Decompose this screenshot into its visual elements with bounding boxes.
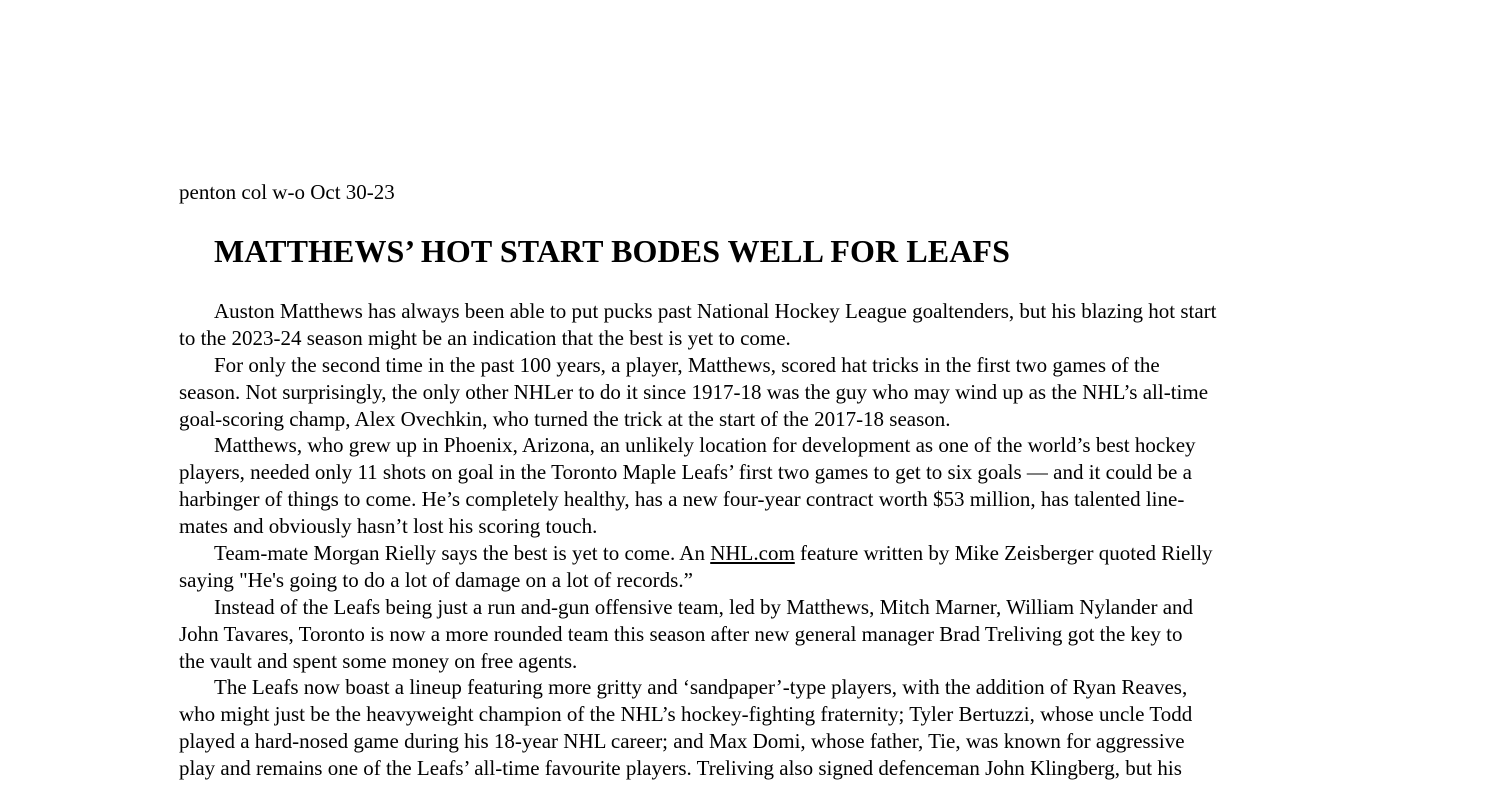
paragraph-line: saying "He's going to do a lot of damage on a lot of records.” (179, 567, 693, 592)
document-slug: penton col w-o Oct 30-23 (179, 180, 395, 204)
paragraph-line: Auston Matthews has always been able to put pucks past National Hockey League goaltenders, but his blazing hot start (214, 299, 1217, 323)
paragraph-line: players, needed only 11 shots on goal in the Toronto Maple Leafs’ first two games to get to six goals — and it could be a (179, 460, 1192, 485)
paragraph-line: John Tavares, Toronto is now a more rounded team this season after new general manager Brad Treliving got the key to (179, 621, 1183, 646)
paragraph-line: The Leafs now boast a lineup featuring more gritty and ‘sandpaper’-type players, with the addition of Ryan Reaves, (214, 675, 1188, 700)
paragraph-line: Matthews, who grew up in Phoenix, Arizona, an unlikely location for development as one of the world’s best hockey (214, 433, 1196, 458)
paragraph-line: harbinger of things to come. He’s completely healthy, has a new four-year contract worth $53 million, has talented line- (179, 487, 1185, 512)
text-segment: feature written by Mike Zeisberger quoted Rielly (794, 541, 1213, 566)
paragraph-line (179, 540, 1339, 567)
text-segment: Team-mate Morgan Rielly says the best is yet to come. An (214, 541, 711, 566)
paragraph-line: season. Not surprisingly, the only other NHLer to do it since 1917-18 was the guy who may wind up as the NHL’s all-time (179, 379, 1209, 404)
paragraph-line: played a hard-nosed game during his 18-year NHL career; and Max Domi, whose father, Tie, was known for aggressive (179, 729, 1185, 754)
paragraph-line: Instead of the Leafs being just a run and-gun offensive team, led by Matthews, Mitch Marner, William Nylander and (214, 594, 1194, 619)
paragraph-6 (179, 674, 1339, 782)
article-headline: MATTHEWS’ HOT START BODES WELL FOR LEAFS (214, 233, 1010, 269)
paragraph-line: goal-scoring champ, Alex Ovechkin, who turned the trick at the start of the 2017-18 season. (179, 406, 951, 431)
paragraph-2 (179, 352, 1339, 433)
nhl-com-link[interactable]: NHL.com (710, 541, 795, 566)
paragraph-line: play and remains one of the Leafs’ all-time favourite players. Treliving also signed defenceman John Klingberg, but his (179, 756, 1182, 781)
paragraph-line: who might just be the heavyweight champion of the NHL’s hockey-fighting fraternity; Tyler Bertuzzi, whose uncle Todd (179, 702, 1193, 727)
paragraph-4 (179, 540, 1339, 594)
paragraph-line: For only the second time in the past 100 years, a player, Matthews, scored hat tricks in the first two games of the (214, 352, 1160, 377)
paragraph-5 (179, 594, 1339, 675)
paragraph-3 (179, 432, 1339, 540)
paragraph-line: to the 2023-24 season might be an indication that the best is yet to come. (179, 325, 791, 350)
paragraph-1 (179, 298, 1339, 352)
paragraph-line: the vault and spent some money on free agents. (179, 648, 578, 673)
article-body (179, 298, 1339, 782)
paragraph-line: mates and obviously hasn’t lost his scoring touch. (179, 514, 598, 539)
